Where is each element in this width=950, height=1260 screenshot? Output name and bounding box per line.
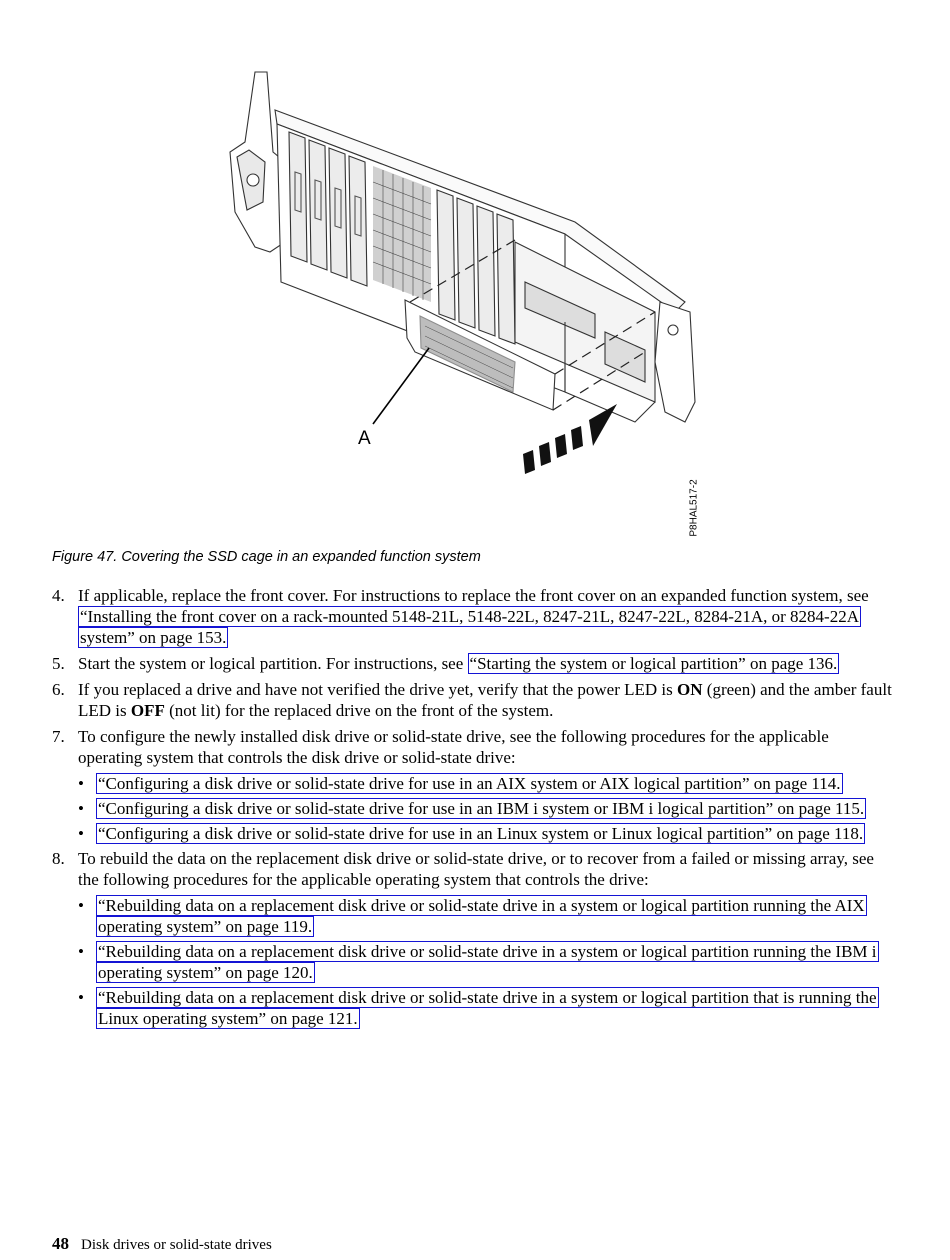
step-number: 5. [52,654,65,673]
list-item: • “Rebuilding data on a replacement disk drive or solid-state drive in a system or logical partition running the IBM i operating system” on page 120. [78,942,877,982]
link-rebuild-linux[interactable]: “Rebuilding data on a replacement disk drive or solid-state drive in a system or logical partition that is running the Linux operating system” on page 121. [98,988,877,1028]
step-number: 8. [52,849,65,868]
list-item: • “Rebuilding data on a replacement disk drive or solid-state drive in a system or logical partition that is running the Linux operating system” on page 121. [78,988,877,1028]
fault-led-state: OFF [130,701,165,720]
step-number: 4. [52,586,65,605]
figure-id: P8HAL517-2 [688,479,700,537]
step-text: To rebuild the data on the replacement disk drive or solid-state drive, or to recover from a failed or missing array, see the following procedures for the applicable operating system that controls the drive: [78,849,874,889]
step-number: 7. [52,727,65,746]
power-led-state: ON [677,680,703,699]
step-8 [52,848,892,890]
list-item: • “Configuring a disk drive or solid-state drive for use in an IBM i system or IBM i logical partition” on page 115. [78,799,865,818]
step-text: If you replaced a drive and have not verified the drive yet, verify that the power LED is [78,680,678,699]
step-4 [52,585,892,648]
list-item: • “Configuring a disk drive or solid-state drive for use in an Linux system or Linux logical partition” on page 118. [78,824,864,843]
callout-label-a: A [358,428,371,449]
link-rebuild-ibm-i[interactable]: “Rebuilding data on a replacement disk drive or solid-state drive in a system or logical partition running the IBM i operating system” on page 120. [98,942,877,982]
ssd-cage-illustration [215,62,715,542]
link-configure-aix[interactable]: “Configuring a disk drive or solid-state drive for use in an AIX system or AIX logical partition” on page 114. [98,774,841,793]
step-text: If applicable, replace the front cover. For instructions to replace the front cover on an expanded function system, see [78,586,869,605]
link-starting-system[interactable]: “Starting the system or logical partition” on page 136. [469,654,838,673]
list-item: • “Rebuilding data on a replacement disk drive or solid-state drive in a system or logical partition running the AIX operating system” on page 119. [78,896,865,936]
step-7 [52,726,892,768]
step-text: (green) and the amber fault LED is [78,680,892,720]
page-number: 48 [52,1234,69,1253]
step-text: (not lit) for the replaced drive on the front of the system. [164,701,554,720]
step-6 [52,679,892,721]
footer-title: Disk drives or solid-state drives [81,1237,272,1253]
step-5 [52,653,892,674]
step-text: To configure the newly installed disk drive or solid-state drive, see the following procedures for the applicable operating system that controls the disk drive or solid-state drive: [78,727,829,767]
figure-caption: Figure 47. Covering the SSD cage in an expanded function system [52,549,481,565]
link-rebuild-aix[interactable]: “Rebuilding data on a replacement disk drive or solid-state drive in a system or logical partition running the AIX operating system” on page 119. [98,896,865,936]
step-number: 6. [52,680,65,699]
link-installing-front-cover[interactable]: “Installing the front cover on a rack-mounted 5148-21L, 5148-22L, 8247-21L, 8247-22L, 8284-21A, or 8284-22A system” on page 153. [80,607,859,647]
step-text: Start the system or logical partition. For instructions, see [78,654,468,673]
link-configure-ibm-i[interactable]: “Configuring a disk drive or solid-state drive for use in an IBM i system or IBM i logical partition” on page 115. [98,799,865,818]
configure-links [52,773,892,844]
rebuild-links [52,895,892,1029]
procedure-steps [52,585,892,1033]
page-footer [52,1234,272,1254]
link-configure-linux[interactable]: “Configuring a disk drive or solid-state drive for use in an Linux system or Linux logical partition” on page 118. [98,824,864,843]
list-item: • “Configuring a disk drive or solid-state drive for use in an AIX system or AIX logical partition” on page 114. [78,774,841,793]
